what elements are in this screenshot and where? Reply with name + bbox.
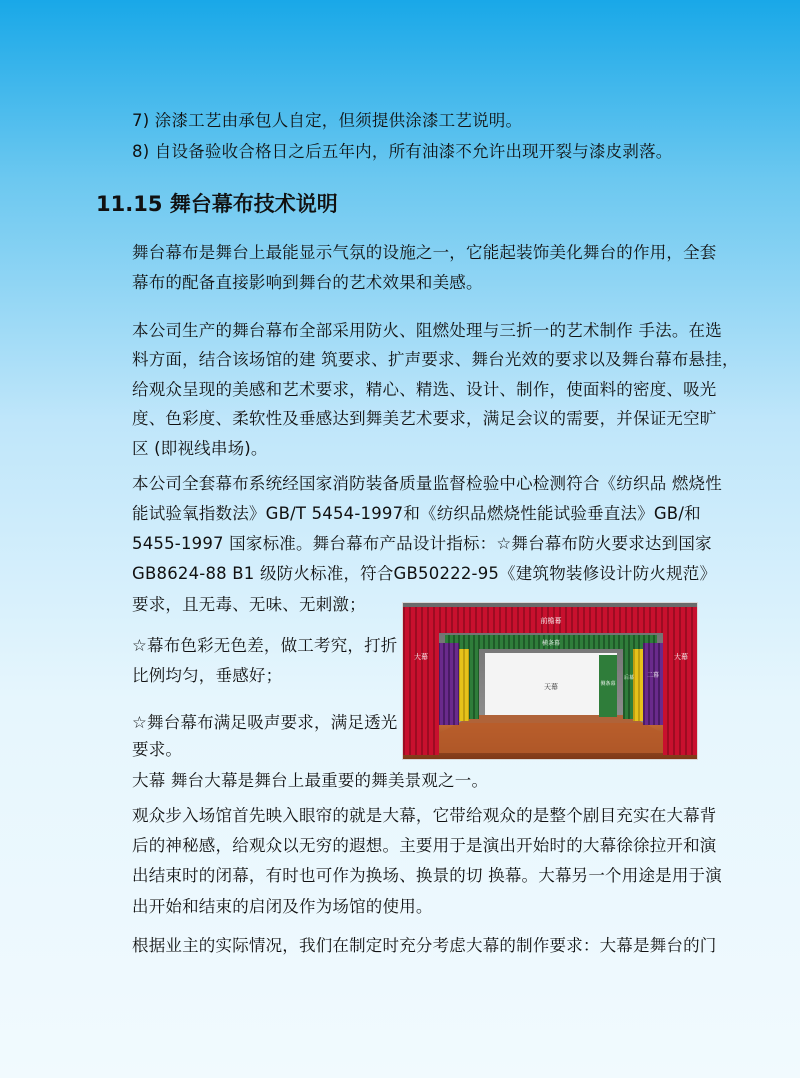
label-second: 二幕 [646, 672, 660, 679]
paragraph-4-line-2: 比例均匀，垂感好； [132, 666, 283, 685]
main-curtain-left [403, 615, 439, 755]
yellow-leg-left [459, 649, 469, 721]
second-curtain-left [439, 643, 459, 725]
paragraph-2-line-1: 本公司生产的舞台幕布全部采用防火、阻燃处理与三折一的艺术制作 手法。在选 [132, 321, 722, 340]
stage-curtain-illustration [403, 603, 698, 760]
section-title: 舞台幕布技术说明 [169, 192, 338, 216]
paragraph-3-line-3: 5455-1997 国家标准。舞台幕布产品设计指标：☆舞台幕布防火要求达到国家 [132, 534, 712, 553]
second-curtain-right [643, 643, 663, 725]
label-back: 天幕 [544, 683, 558, 691]
label-border: 横条幕 [541, 640, 561, 647]
label-main-right: 大幕 [674, 653, 688, 661]
paragraph-1-line-1: 舞台幕布是舞台上最能显示气氛的设施之一，它能起装饰美化舞台的作用，全套 [132, 243, 717, 262]
paragraph-4-line-1: ☆幕布色彩无色差，做工考究，打折 [132, 636, 398, 655]
paragraph-3-line-5: 要求，且无毒、无味、无刺激； [132, 595, 366, 614]
paragraph-6-line-1: 大幕 舞台大幕是舞台上最重要的舞美景观之一。 [132, 771, 489, 790]
paragraph-2-line-5: 区 (即视线串场)。 [132, 439, 268, 458]
label-main-left: 大幕 [414, 653, 428, 661]
paragraph-3-line-4: GB8624-88 B1 级防火标准，符合GB50222-95《建筑物装修设计防火规范》 [132, 564, 717, 583]
stage-curtain-figure [402, 602, 698, 760]
paragraph-1-line-2: 幕布的配备直接影响到舞台的艺术效果和美感。 [132, 273, 483, 292]
section-heading [96, 188, 338, 218]
paragraph-3-line-2: 能试验氧指数法》GB/T 5454-1997和《纺织品燃烧性能试验垂直法》GB/和 [132, 504, 701, 523]
list-item-7: 7) 涂漆工艺由承包人自定，但须提供涂漆工艺说明。 [132, 111, 523, 130]
paragraph-8-line-1: 根据业主的实际情况，我们在制定时充分考虑大幕的制作要求：大幕是舞台的门 [132, 936, 717, 955]
paragraph-7-line-1: 观众步入场馆首先映入眼帘的就是大幕，它带给观众的是整个剧目充实在大幕背 [132, 806, 717, 825]
paragraph-3-line-1: 本公司全套幕布系统经国家消防装备质量监督检验中心检测符合《纺织品 燃烧性 [132, 474, 722, 493]
yellow-leg-right [633, 649, 643, 721]
label-side: 侧条幕 [600, 681, 616, 687]
list-item-8: 8) 自设备验收合格日之后五年内，所有油漆不允许出现开裂与漆皮剥落。 [132, 142, 673, 161]
paragraph-7-line-2: 后的神秘感，给观众以无穷的遐想。主要用于是演出开始时的大幕徐徐拉开和演 [132, 836, 717, 855]
paragraph-2-line-2: 料方面，结合该场馆的建 筑要求、扩声要求、舞台光效的要求以及舞台幕布悬挂， [132, 350, 739, 369]
paragraph-5-line-1: ☆舞台幕布满足吸声要求，满足透光 [132, 713, 398, 732]
paragraph-7-line-3: 出结束时的闭幕，有时也可作为换场、换景的切 换幕。大幕另一个用途是用于演 [132, 866, 722, 885]
paragraph-7-line-4: 出开始和结束的启闭及作为场馆的使用。 [132, 897, 433, 916]
label-valance: 前檐幕 [540, 617, 562, 625]
paragraph-5-line-2: 要求。 [132, 740, 183, 759]
paragraph-2-line-4: 度、色彩度、柔软性及垂感达到舞美艺术要求，满足会议的需要，并保证无空旷 [132, 409, 717, 428]
paragraph-2-line-3: 给观众呈现的美感和艺术要求，精心、精选、设计、制作，使面料的密度、吸光 [132, 380, 717, 399]
label-rear: 后幕 [623, 675, 635, 681]
section-number: 11.15 [96, 192, 163, 216]
main-curtain-right [663, 615, 698, 755]
